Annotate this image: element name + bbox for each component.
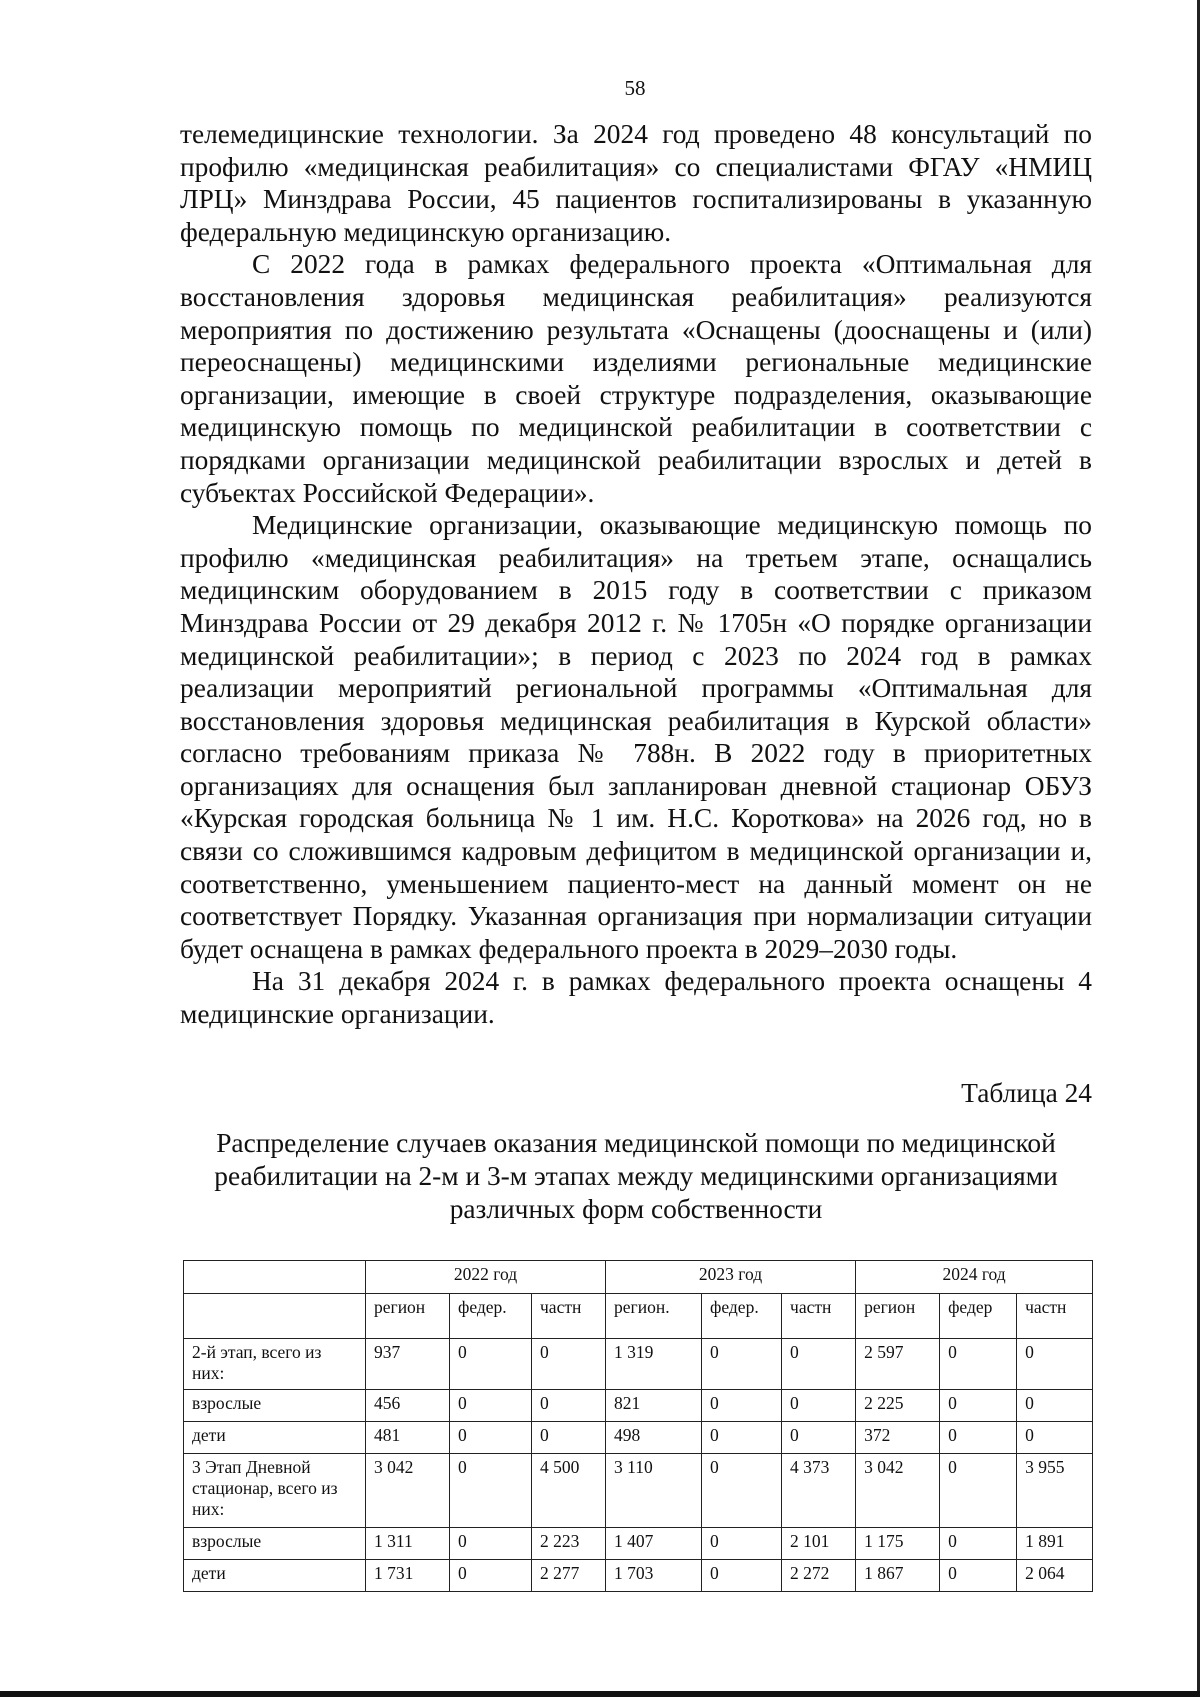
subheader-cell: регион (366, 1294, 450, 1339)
table-caption (180, 1127, 1092, 1226)
table-cell: 3 042 (856, 1454, 940, 1528)
table-cell: 2 223 (532, 1528, 606, 1560)
caption-line: Распределение случаев оказания медицинской помощи по медицинской (216, 1128, 1056, 1158)
rehab-distribution-table (183, 1260, 1093, 1592)
subheader-row (184, 1294, 1093, 1339)
table-cell: 1 867 (856, 1560, 940, 1592)
subheader-cell: федер (940, 1294, 1017, 1339)
table-row (184, 1422, 1093, 1454)
table-cell: 0 (450, 1339, 532, 1390)
subheader-cell: частн (532, 1294, 606, 1339)
row-label: дети (184, 1560, 366, 1592)
table-cell: 0 (702, 1528, 782, 1560)
table-cell: 0 (702, 1390, 782, 1422)
table-cell: 2 101 (782, 1528, 856, 1560)
table-cell: 1 319 (606, 1339, 702, 1390)
table-cell: 0 (532, 1390, 606, 1422)
caption-line: реабилитации на 2-м и 3-м этапах между медицинскими организациями (214, 1161, 1058, 1191)
table-cell: 3 042 (366, 1454, 450, 1528)
table-cell: 2 064 (1017, 1560, 1093, 1592)
table-cell: 0 (1017, 1390, 1093, 1422)
year-header: 2023 год (606, 1261, 856, 1294)
table-row (184, 1390, 1093, 1422)
table-cell: 4 373 (782, 1454, 856, 1528)
table-cell: 0 (782, 1339, 856, 1390)
table-cell: 1 175 (856, 1528, 940, 1560)
table-cell: 1 311 (366, 1528, 450, 1560)
table-cell: 2 597 (856, 1339, 940, 1390)
table-cell: 937 (366, 1339, 450, 1390)
table-row (184, 1339, 1093, 1390)
row-label: 3 Этап Дневной стационар, всего из них: (184, 1454, 366, 1528)
table-cell: 0 (940, 1560, 1017, 1592)
subheader-cell: федер. (702, 1294, 782, 1339)
table-cell: 2 277 (532, 1560, 606, 1592)
table-cell: 3 110 (606, 1454, 702, 1528)
header-corner (184, 1294, 366, 1339)
table-row (184, 1528, 1093, 1560)
subheader-cell: частн (1017, 1294, 1093, 1339)
table-cell: 821 (606, 1390, 702, 1422)
table-cell: 1 891 (1017, 1528, 1093, 1560)
table-cell: 1 407 (606, 1528, 702, 1560)
year-header-row (184, 1261, 1093, 1294)
table-row (184, 1560, 1093, 1592)
table-cell: 498 (606, 1422, 702, 1454)
row-label: 2-й этап, всего из них: (184, 1339, 366, 1390)
subheader-cell: регион (856, 1294, 940, 1339)
table-cell: 481 (366, 1422, 450, 1454)
table-cell: 0 (702, 1422, 782, 1454)
row-label: взрослые (184, 1390, 366, 1422)
table-cell: 4 500 (532, 1454, 606, 1528)
paragraph: На 31 декабря 2024 г. в рамках федерального проекта оснащены 4 медицинские организации. (180, 966, 1092, 1030)
year-header: 2022 год (366, 1261, 606, 1294)
scan-edge-bottom (0, 1691, 1200, 1697)
subheader-cell: федер. (450, 1294, 532, 1339)
table-cell: 456 (366, 1390, 450, 1422)
header-corner (184, 1261, 366, 1294)
subheader-cell: частн (782, 1294, 856, 1339)
table-cell: 0 (450, 1454, 532, 1528)
table-cell: 0 (532, 1339, 606, 1390)
year-header: 2024 год (856, 1261, 1093, 1294)
caption-line: различных форм собственности (449, 1194, 823, 1224)
paragraph: Медицинские организации, оказывающие медицинскую помощь по профилю «медицинская реабилитация» на третьем этапе, оснащались медицинским оборудованием в 2015 году в соответствии с приказом Минздрава России от 29 декабря 2012 г. № 1705н «О порядке организации медицинской реабилитации»; в период с 2023 по 2024 год в рамках реализации мероприятий региональной программы «Оптимальная для восстановления здоровья медицинская реабилитация в Курской области» согласно требованиям приказа № 788н. В 2022 году в приоритетных организациях для оснащения был запланирован дневной стационар ОБУЗ «Курская городская больница № 1 им. Н.С. Короткова» на 2026 год, но в связи со сложившимся кадровым дефицитом в медицинской организации и, соответственно, уменьшением пациенто-мест на данный момент он не соответствует Порядку. Указанная организация при нормализации ситуации будет оснащена в рамках федерального проекта в 2029–2030 годы. (180, 510, 1092, 964)
table-cell: 0 (940, 1454, 1017, 1528)
table-label: Таблица 24 (961, 1078, 1092, 1108)
table-cell: 0 (940, 1422, 1017, 1454)
table-cell: 0 (782, 1390, 856, 1422)
table-cell: 0 (450, 1422, 532, 1454)
table-cell: 0 (702, 1454, 782, 1528)
table-cell: 2 272 (782, 1560, 856, 1592)
subheader-cell: регион. (606, 1294, 702, 1339)
paragraph-continued: телемедицинские технологии. За 2024 год проведено 48 консультаций по профилю «медицинская реабилитация» со специалистами ФГАУ «НМИЦ ЛРЦ» Минздрава России, 45 пациентов госпитализированы в указанную федеральную медицинскую организацию. (180, 119, 1092, 247)
body-text (180, 118, 1092, 1031)
row-label: дети (184, 1422, 366, 1454)
table-cell: 0 (940, 1528, 1017, 1560)
table-cell: 0 (940, 1339, 1017, 1390)
table-cell: 0 (532, 1422, 606, 1454)
table-cell: 0 (1017, 1422, 1093, 1454)
table-cell: 0 (702, 1339, 782, 1390)
paragraph: С 2022 года в рамках федерального проекта «Оптимальная для восстановления здоровья медицинская реабилитация» реализуются мероприятия по достижению результата «Оснащены (дооснащены и (или) переоснащены) медицинскими изделиями региональные медицинские организации, имеющие в своей структуре подразделения, оказывающие медицинскую помощь по медицинской реабилитации в соответствии с порядками организации медицинской реабилитации взрослых и детей в субъектах Российской Федерации». (180, 249, 1092, 508)
table-cell: 0 (450, 1560, 532, 1592)
table-row (184, 1454, 1093, 1528)
table-cell: 3 955 (1017, 1454, 1093, 1528)
page-number: 58 (624, 76, 646, 100)
table-cell: 1 703 (606, 1560, 702, 1592)
table-cell: 0 (450, 1390, 532, 1422)
table-cell: 0 (1017, 1339, 1093, 1390)
table-cell: 0 (940, 1390, 1017, 1422)
table-cell: 2 225 (856, 1390, 940, 1422)
table-cell: 0 (702, 1560, 782, 1592)
table-cell: 0 (450, 1528, 532, 1560)
row-label: взрослые (184, 1528, 366, 1560)
table-cell: 1 731 (366, 1560, 450, 1592)
table-cell: 0 (782, 1422, 856, 1454)
table-cell: 372 (856, 1422, 940, 1454)
